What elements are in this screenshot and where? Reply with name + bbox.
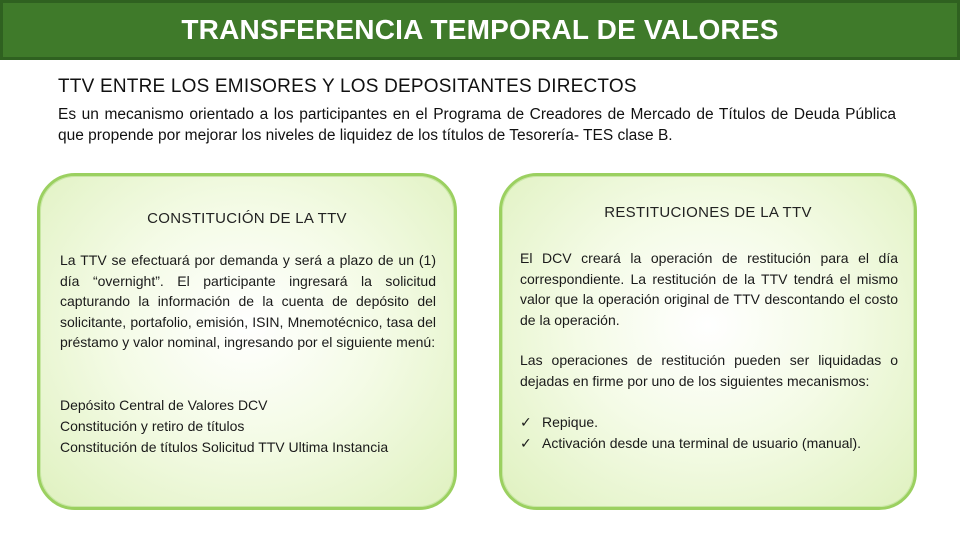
restitution-paragraph: El DCV creará la operación de restitución para el día correspondiente. La restitución de la TTV tendrá el mismo valor que la operación original de TTV descontando el costo de la operación. xyxy=(520,250,898,328)
restitution-title: RESTITUCIONES DE LA TTV xyxy=(604,204,812,221)
check-icon: ✓ xyxy=(520,414,532,430)
constitution-panel xyxy=(37,173,457,510)
section-subtitle: TTV ENTRE LOS EMISORES Y LOS DEPOSITANTES DIRECTOS xyxy=(58,76,637,97)
menu-path-item: Depósito Central de Valores DCV xyxy=(60,397,268,413)
list-item xyxy=(520,433,898,454)
menu-path-item: Constitución de títulos Solicitud TTV Ultima Instancia xyxy=(60,439,389,455)
constitution-title: CONSTITUCIÓN DE LA TTV xyxy=(147,210,347,227)
mechanisms-paragraph: Las operaciones de restitución pueden ser liquidadas o dejadas en firme por uno de los siguientes mecanismos: xyxy=(520,352,898,389)
constitution-paragraph: La TTV se efectuará por demanda y será a plazo de un (1) día “overnight”. El participante ingresará la solicitud capturando la información de la cuenta de depósito del solicitante, portafolio, emisión, ISIN, Mnemotécnico, tasa del préstamo y valor nominal, ingresando por el siguiente menú: xyxy=(60,252,436,350)
title-banner xyxy=(0,0,960,60)
list-item xyxy=(520,412,898,433)
mechanism-label: Activación desde una terminal de usuario (manual). xyxy=(542,434,862,451)
menu-path-item: Constitución y retiro de títulos xyxy=(60,418,245,434)
intro-paragraph: Es un mecanismo orientado a los participantes en el Programa de Creadores de Mercado de Títulos de Deuda Pública que propende por mejorar los niveles de liquidez de los títulos de Tesorería- TES clase B. xyxy=(58,106,896,144)
mechanisms-list xyxy=(520,412,898,453)
check-icon: ✓ xyxy=(520,434,532,451)
mechanism-label: Repique. xyxy=(542,414,599,430)
menu-path xyxy=(60,395,388,458)
restitution-panel xyxy=(499,173,917,510)
page-title: TRANSFERENCIA TEMPORAL DE VALORES xyxy=(181,14,779,45)
